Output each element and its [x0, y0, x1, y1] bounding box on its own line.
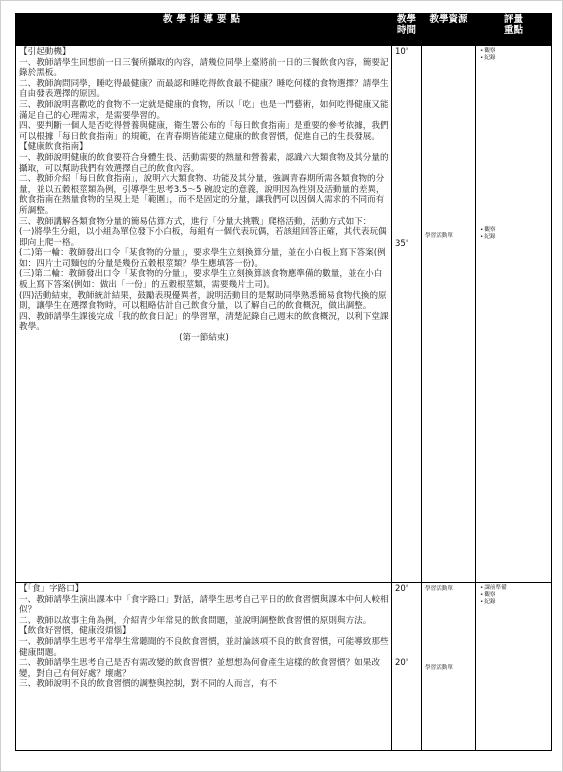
paragraph: 二、教師介紹「每日飲食指南」，說明六大類食物、功能及其分量，強調青春期所需各類食物的分量，並以五穀根莖類為例，引導學生思考3.5～5 碗設定的意義，說明因為性別及活動量的差異，飲食指南在熱量食物的呈現上是「範圍」，而不是固定的分量，讓我們可以因個人需求的不同而有所調整。	[19, 174, 385, 216]
header-line: 評量	[503, 14, 523, 25]
table-row	[16, 583, 552, 751]
evaluation-cell	[476, 583, 552, 751]
paragraph: 一、教師請學生回想前一日三餐所攝取的內容，請幾位同學上臺將前一日的三餐飲食內容，簡要記錄於黑板。	[19, 57, 389, 79]
lesson-plan-table	[15, 13, 552, 751]
evaluation-list	[480, 48, 496, 62]
time-value: 35'	[395, 239, 409, 249]
evaluation-list	[480, 227, 496, 241]
paragraph: 二、教師以故事主角為例，介紹青少年常見的飲食問題，並說明調整飲食習慣的原則與方法。	[19, 615, 372, 626]
header-line: 教學	[396, 14, 416, 25]
guidance-content	[16, 46, 391, 344]
section-heading: 【健康飲食指南】	[19, 142, 88, 153]
paragraph: (一)將學生分組，以小組為單位發下小白板，每組有一個代表玩偶，若該組回答正確，其代表玩偶即向上爬一格。	[19, 227, 387, 248]
resource-item: 學習活動單	[425, 586, 453, 592]
evaluation-item: • 觀察	[480, 592, 507, 599]
time-value: 20'	[395, 584, 409, 594]
paragraph: 三、教師說明不良的飲食習慣的調整與控制，對不同的人而言，有不	[19, 679, 277, 690]
resource-item: 學習活動單	[425, 665, 453, 671]
paragraph: 二、教師詢問同學，睡吃得最健康？而最認和睡吃得飲食最不健康？睡吃何樣的食物選擇？請學生自由發表選擇的原因。	[19, 78, 389, 100]
section-heading: 【「食」字路口】	[19, 584, 84, 594]
paragraph: (三)第二輪：教師發出口令「某食物的分量」，要求學生立刻換算該食物應準備的數量，並在小白板上寫下答案(例如：做出「一份」的五穀根莖類，需要幾片土司)。	[19, 269, 383, 291]
evaluation-list	[480, 585, 507, 607]
header-evaluation	[476, 14, 552, 46]
evaluation-item: • 課前準備	[480, 585, 507, 592]
paragraph: (二)第一輪：教師發出口令「某食物的分量」，要求學生立刻換算分量，並在小白板上寫下答案(例如：四片土司麵包的分量是幾份五穀根莖類？學生應填答一份)。	[19, 248, 386, 269]
section-heading: 【飲食好習慣，健康沒煩惱】	[19, 626, 131, 637]
table-row	[16, 46, 552, 583]
header-resources: 教學資源	[422, 14, 476, 46]
paragraph: 三、教師說明喜歡吃的食物不一定就是健康的食物，所以「吃」也是一門藝術，如何吃得健康又能滿足自己的心理需求，是需要學習的。	[19, 99, 389, 121]
paragraph: 一、教師請學生思考平常學生常聽聞的不良飲食習慣，並討論該項不良的飲食習慣，可能導致那些健康問題。	[19, 636, 389, 658]
paragraph: 四、教師請學生課後完成「我的飲食日記」的學習單，清楚記錄自己週末的飲食概況，以利下堂課教學。	[19, 311, 389, 333]
header-line: 時間	[396, 25, 416, 36]
header-time	[392, 14, 422, 46]
resources-cell	[422, 583, 476, 751]
header-line: 重點	[503, 25, 523, 36]
header-guidance: 教學指導要點	[16, 14, 392, 46]
time-cell	[392, 46, 422, 583]
paragraph: (四)活動結束，教師統計結果，鼓勵表現優異者，說明活動目的是幫助同學熟悉簡易食物代換的原則，讓學生在選擇食物時，可以粗略估計自己飲食分量，以了解自己的飲食概況，做出調整。	[19, 290, 387, 312]
evaluation-item: • 紀錄	[480, 234, 496, 241]
table-header-row	[16, 14, 552, 46]
paragraph: 二、教師請學生思考自己是否有需改變的飲食習慣？並想想為何會產生這樣的飲食習慣？如果改變，對自己有何好處？壞處？	[19, 658, 380, 679]
time-cell	[392, 583, 422, 751]
guidance-cell	[16, 46, 392, 583]
evaluation-item: • 觀察	[480, 48, 496, 55]
evaluation-item: • 觀察	[480, 227, 496, 234]
resource-item: 學習活動單	[425, 233, 453, 239]
paragraph: 四、要判斷一個人是否吃得營養與健康，衛生署公布的「每日飲食指南」是重要的參考依據，我們可以根據「每日飲食指南」的規範，在青春期皆能建立健康的飲食習慣，促進自己的生長發展。	[19, 121, 389, 142]
time-value: 10'	[395, 47, 409, 57]
paragraph: 一、教師說明健康的飲食要符合身體生長、活動需要的熱量和營養素，認識六大類食物及其分量的攝取，可以幫助我們有效選擇自己的飲食內容。	[19, 152, 389, 174]
guidance-content	[16, 583, 391, 690]
section-end-note: (第一節結束)	[179, 333, 229, 344]
evaluation-item: • 紀錄	[480, 55, 496, 62]
paragraph: 三、教師講解各類食物分量的簡易估算方式，進行「分量大挑戰」爬格活動，活動方式如下：	[19, 216, 372, 227]
guidance-cell	[16, 583, 392, 751]
evaluation-cell	[476, 46, 552, 583]
evaluation-item: • 紀錄	[480, 599, 507, 606]
paragraph: 一、教師請學生演出課本中「食字路口」對話，請學生思考自己平日的飲食習慣與課本中何人較相似？	[19, 594, 389, 616]
resources-cell	[422, 46, 476, 583]
section-heading: 【引起動機】	[19, 47, 71, 57]
time-value: 20'	[395, 658, 409, 668]
